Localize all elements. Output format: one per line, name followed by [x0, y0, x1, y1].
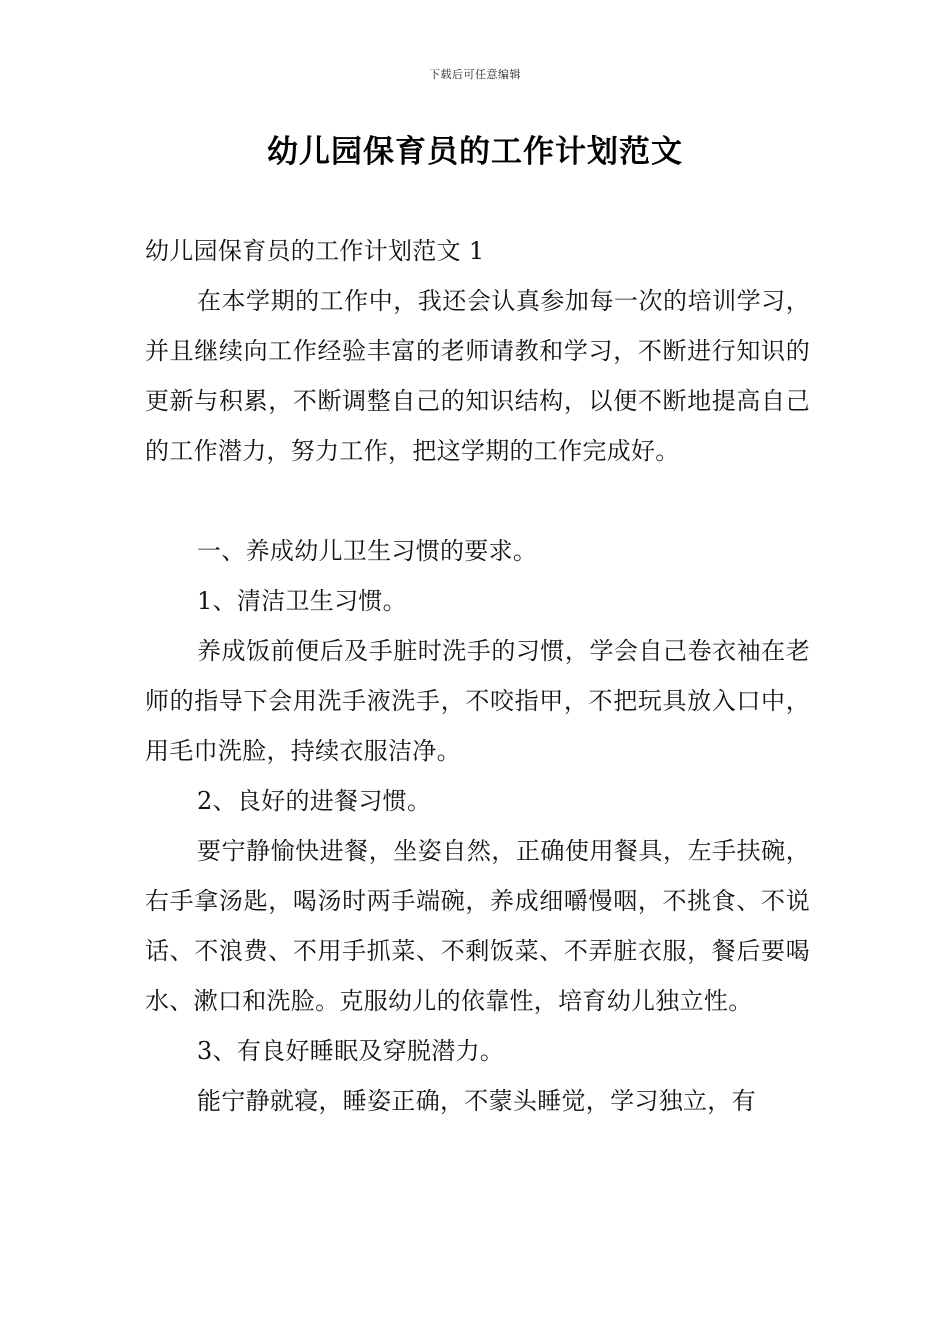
item2-paragraph: 要宁静愉快进餐，坐姿自然，正确使用餐具，左手扶碗，右手拿汤匙，喝汤时两手端碗，养成细嚼慢咽，不挑食、不说话、不浪费、不用手抓菜、不剩饭菜、不弄脏衣服，餐后要喝水、漱口和洗脸。克服幼儿的依靠性，培育幼儿独立性。	[145, 837, 810, 1015]
part1-heading: 一、养成幼儿卫生习惯的要求。	[197, 537, 538, 565]
item1-heading: 1、清洁卫生习惯。	[197, 587, 407, 615]
item3-paragraph: 能宁静就寝，睡姿正确，不蒙头睡觉，学习独立，有	[197, 1087, 756, 1115]
item2-heading: 2、良好的进餐习惯。	[197, 787, 432, 815]
document-body	[145, 226, 810, 1126]
section-heading: 幼儿园保育员的工作计划范文 1	[145, 237, 485, 265]
paragraph-gap	[145, 476, 810, 526]
intro-paragraph: 在本学期的工作中，我还会认真参加每一次的培训学习，并且继续向工作经验丰富的老师请教和学习，不断进行知识的更新与积累，不断调整自己的知识结构，以便不断地提高自己的工作潜力，努力工作，把这学期的工作完成好。	[145, 287, 810, 465]
item1-paragraph: 养成饭前便后及手脏时洗手的习惯，学会自己卷衣袖在老师的指导下会用洗手液洗手，不咬指甲，不把玩具放入口中，用毛巾洗脸，持续衣服洁净。	[145, 637, 810, 765]
item3-heading: 3、有良好睡眠及穿脱潜力。	[197, 1037, 505, 1065]
header-note: 下载后可任意编辑	[429, 68, 521, 81]
document-title: 幼儿园保育员的工作计划范文	[267, 134, 683, 170]
